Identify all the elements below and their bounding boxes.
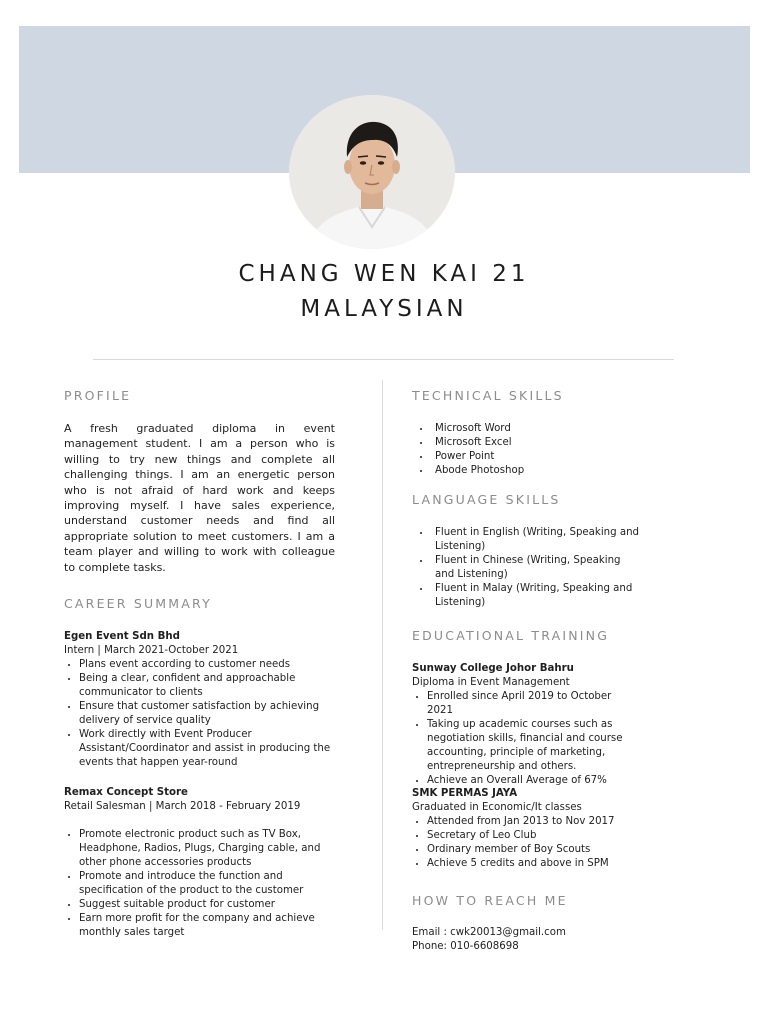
list-item: • Earn more profit for the company and achieve monthly sales target [79,912,339,940]
job-responsibilities [64,828,339,940]
candidate-nationality: MALAYSIAN [300,296,468,322]
spacer [64,814,339,828]
technical-skills-heading: TECHNICAL SKILLS [412,388,564,403]
candidate-name: CHANG WEN KAI 21 [238,261,530,287]
header-divider [93,359,674,360]
list-item: • Suggest suitable product for customer [79,898,339,912]
list-item: • Secretary of Leo Club [427,829,642,843]
school-points [412,690,640,788]
portrait-image [289,95,455,249]
list-item: • Ordinary member of Boy Scouts [427,843,642,857]
list-item: • Fluent in English (Writing, Speaking and Listening) [431,526,641,554]
technical-skills-list [416,422,646,478]
list-item: • Being a clear, confident and approachable communicator to clients [79,672,339,700]
list-item: • Promote electronic product such as TV Box, Headphone, Radios, Plugs, Charging cable, and other phone accessories products [79,828,339,870]
list-item: • Fluent in Chinese (Writing, Speaking and Listening) [431,554,641,582]
column-divider [382,380,383,930]
list-item: • Microsoft Word [431,422,646,436]
list-item: • Achieve an Overall Average of 67% [427,774,640,788]
language-skills-heading: LANGUAGE SKILLS [412,492,561,507]
list-item: • Ensure that customer satisfaction by achieving delivery of service quality [79,700,339,728]
contact-details [412,926,652,954]
contact-heading: HOW TO REACH ME [412,893,568,908]
list-item: • Achieve 5 credits and above in SPM [427,857,642,871]
profile-photo [289,95,455,249]
career-summary-heading: CAREER SUMMARY [64,596,212,611]
educational-training-heading: EDUCATIONAL TRAINING [412,628,610,643]
school-name: SMK PERMAS JAYA [412,788,518,799]
job-responsibilities [64,658,339,770]
school-smk-permas-jaya [412,787,642,871]
list-item: • Microsoft Excel [431,436,646,450]
list-item: • Attended from Jan 2013 to Nov 2017 [427,815,642,829]
job-company: Remax Concept Store [64,787,188,798]
list-item: • Power Point [431,450,646,464]
school-detail: Diploma in Event Management [412,677,570,688]
job-remax [64,786,339,940]
list-item: • Promote and introduce the function and specification of the product to the customer [79,870,339,898]
school-detail: Graduated in Economic/It classes [412,802,582,813]
list-item: • Enrolled since April 2019 to October 2021 [427,690,640,718]
phone-text: Phone: 010-6608698 [412,941,519,952]
list-item: • Plans event according to customer needs [79,658,339,672]
job-egen-event [64,630,339,770]
job-role: Intern | March 2021-October 2021 [64,645,239,656]
profile-text: A fresh graduated diploma in event management student. I am a person who is willing to try new things and complete all challenging things. I am an energetic person who is not afraid of hard work and keeps improving myself. I have sales experience, understand customer needs and find all appropriate solution to meet customers. I am a team player and willing to work with colleague to complete tasks. [64,422,335,574]
language-skills-list [416,526,641,610]
school-sunway [412,662,640,788]
list-item: • Fluent in Malay (Writing, Speaking and Listening) [431,582,641,610]
list-item: • Work directly with Event Producer Assistant/Coordinator and assist in producing the events that happen year-round [79,728,339,770]
email-text: Email : cwk20013@gmail.com [412,927,566,938]
job-company: Egen Event Sdn Bhd [64,631,180,642]
job-role: Retail Salesman | March 2018 - February 2019 [64,801,301,812]
list-item: • Abode Photoshop [431,464,646,478]
list-item: • Taking up academic courses such as negotiation skills, financial and course accounting, principle of marketing, entrepreneurship and others. [427,718,640,774]
profile-heading: PROFILE [64,388,132,403]
school-points [412,815,642,871]
school-name: Sunway College Johor Bahru [412,663,574,674]
